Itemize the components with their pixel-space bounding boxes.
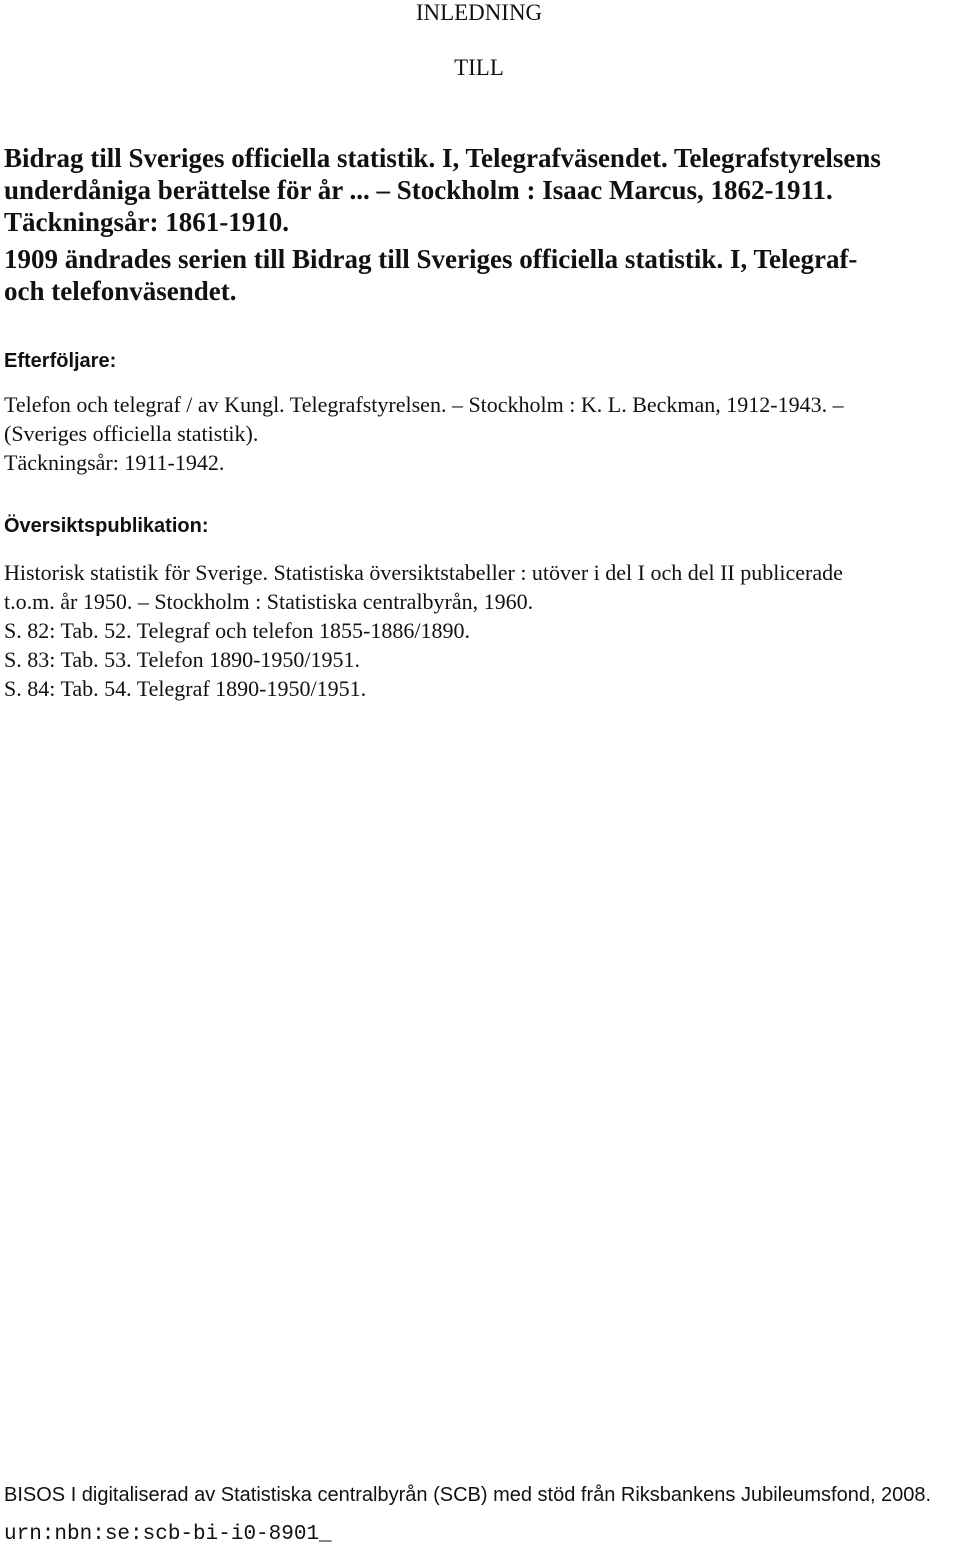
main-entry-line: underdåniga berättelse för år ... – Stockholm : Isaac Marcus, 1862-1911. [4,175,833,205]
overview-line: S. 83: Tab. 53. Telefon 1890-1950/1951. [4,647,361,672]
page-title: INLEDNING [415,0,543,25]
main-entry-line: Bidrag till Sveriges officiella statistik. I, Telegrafväsendet. Telegrafstyrelsens [4,143,881,173]
overview-line: S. 84: Tab. 54. Telegraf 1890-1950/1951. [4,676,367,701]
main-entry-line: 1909 ändrades serien till Bidrag till Sveriges officiella statistik. I, Telegraf- [4,244,858,274]
successor-line: (Sveriges officiella statistik). [4,421,259,446]
successor-heading: Efterföljare: [4,350,117,372]
overview-line: Historisk statistik för Sverige. Statistiska översiktstabeller : utöver i del I och del II publicerade [4,560,843,585]
overview-line: t.o.m. år 1950. – Stockholm : Statistiska centralbyrån, 1960. [4,589,534,614]
successor-line: Telefon och telegraf / av Kungl. Telegrafstyrelsen. – Stockholm : K. L. Beckman, 1912-1943. – [4,392,844,417]
successor-line: Täckningsår: 1911-1942. [4,450,225,475]
footer-credit: BISOS I digitaliserad av Statistiska centralbyrån (SCB) med stöd från Riksbankens Jubileumsfond, 2008. [4,1484,932,1506]
overview-line: S. 82: Tab. 52. Telegraf och telefon 1855-1886/1890. [4,618,470,643]
page-subtitle: TILL [454,55,504,80]
footer-urn: urn:nbn:se:scb-bi-i0-8901_ [4,1523,332,1546]
main-entry-line: Täckningsår: 1861-1910. [4,207,290,237]
overview-heading: Översiktspublikation: [4,515,209,537]
main-entry-line: och telefonväsendet. [4,276,237,306]
